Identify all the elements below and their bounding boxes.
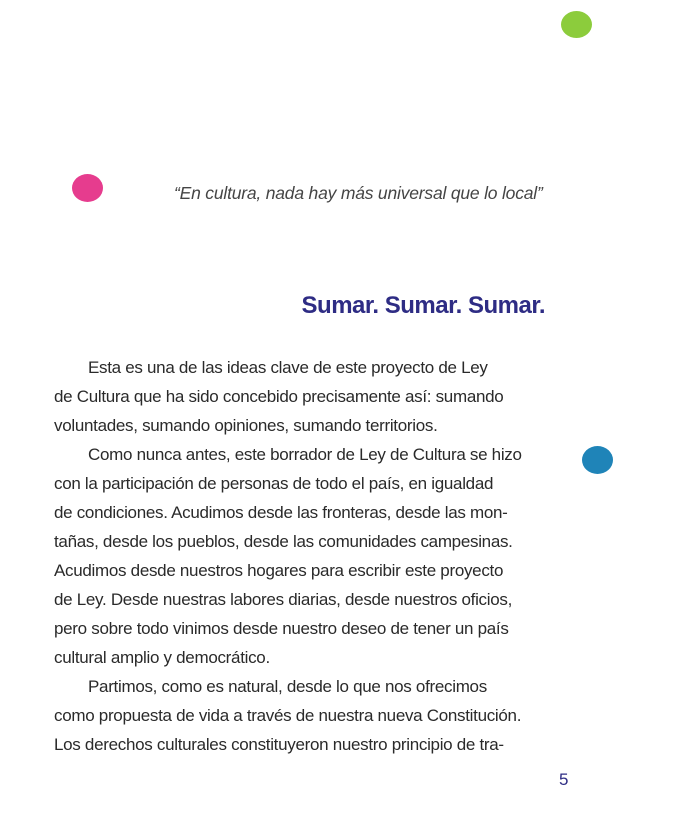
body-line: con la participación de personas de todo el país, en igualdad xyxy=(54,474,494,493)
body-line: pero sobre todo vinimos desde nuestro deseo de tener un país xyxy=(54,619,509,638)
body-line: Partimos, como es natural, desde lo que nos ofrecimos xyxy=(88,677,487,696)
body-line: tañas, desde los pueblos, desde las comunidades campesinas. xyxy=(54,532,513,551)
body-line: de condiciones. Acudimos desde las fronteras, desde las mon- xyxy=(54,503,508,522)
body-line: Como nunca antes, este borrador de Ley de Cultura se hizo xyxy=(88,445,522,464)
blue-decorative-dot xyxy=(582,446,613,474)
body-line: cultural amplio y democrático. xyxy=(54,648,270,667)
epigraph-quote: “En cultura, nada hay más universal que lo local” xyxy=(174,183,543,203)
body-line: Acudimos desde nuestros hogares para escribir este proyecto xyxy=(54,561,504,580)
body-line: Esta es una de las ideas clave de este proyecto de Ley xyxy=(88,358,488,377)
body-line: de Ley. Desde nuestras labores diarias, desde nuestros oficios, xyxy=(54,590,512,609)
body-line: voluntades, sumando opiniones, sumando territorios. xyxy=(54,416,438,435)
body-line: como propuesta de vida a través de nuestra nueva Constitución. xyxy=(54,706,522,725)
body-line: de Cultura que ha sido concebido precisamente así: sumando xyxy=(54,387,504,406)
body-paragraphs xyxy=(54,353,554,759)
pink-decorative-dot xyxy=(72,174,103,202)
page-number: 5 xyxy=(559,770,569,789)
section-heading: Sumar. Sumar. Sumar. xyxy=(301,292,545,319)
body-line: Los derechos culturales constituyeron nuestro principio de tra- xyxy=(54,735,504,754)
green-decorative-dot xyxy=(561,11,592,38)
